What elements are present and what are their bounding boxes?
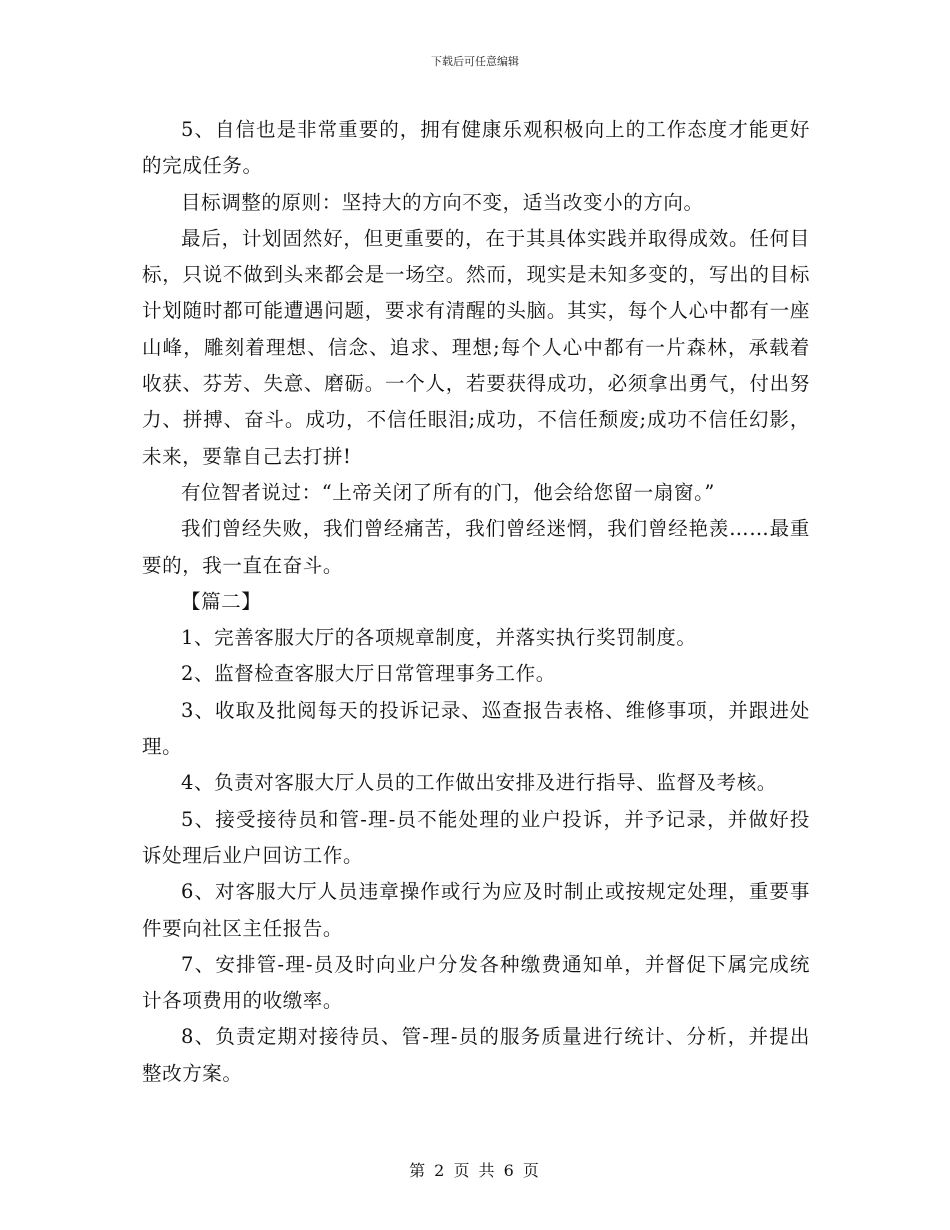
list-item: 4、负责对客服大厅人员的工作做出安排及进行指导、监督及考核。	[181, 771, 777, 795]
document-body	[142, 112, 810, 1092]
paragraph: 5、自信也是非常重要的，拥有健康乐观积极向上的工作态度才能更好的完成任务。	[142, 118, 810, 178]
list-item: 7、安排管-理-员及时向业户分发各种缴费通知单，并督促下属完成统计各项费用的收缴率。	[142, 952, 810, 1013]
list-item: 1、完善客服大厅的各项规章制度，并落实执行奖罚制度。	[181, 626, 697, 650]
list-item: 2、监督检查客服大厅日常管理事务工作。	[181, 662, 556, 686]
page-header: 下载后可任意编辑	[431, 55, 519, 68]
list-item: 8、负责定期对接待员、管-理-员的服务质量进行统计、分析，并提出整改方案。	[142, 1025, 810, 1085]
paragraph: 有位智者说过：“上帝关闭了所有的门，他会给您留一扇窗。”	[181, 480, 715, 504]
page-number-footer: 第 2 页 共 6 页	[409, 1161, 541, 1180]
paragraph: 最后，计划固然好，但更重要的，在于其具体实践并取得成效。任何目标，只说不做到头来都会是一场空。然而，现实是未知多变的，写出的目标计划随时都可能遭遇问题，要求有清醒的头脑。其实，每个人心中都有一座山峰，雕刻着理想、信念、追求、理想;每个人心中都有一片森林，承载着收获、芬芳、失意、磨砺。一个人，若要获得成功，必须拿出勇气，付出努力、拼搏、奋斗。成功，不信任眼泪;成功，不信任颓废;成功不信任幻影，未来，要靠自己去打拼!	[142, 226, 810, 468]
list-item: 5、接受接待员和管-理-员不能处理的业户投诉，并予记录，并做好投诉处理后业户回访工作。	[142, 807, 810, 867]
section-heading: 【篇二】	[181, 589, 262, 613]
paragraph: 目标调整的原则：坚持大的方向不变，适当改变小的方向。	[181, 190, 704, 214]
list-item: 6、对客服大厅人员违章操作或行为应及时制止或按规定处理，重要事件要向社区主任报告。	[142, 880, 810, 940]
paragraph: 我们曾经失败，我们曾经痛苦，我们曾经迷惘，我们曾经艳羡……最重要的，我一直在奋斗。	[142, 517, 810, 577]
list-item: 3、收取及批阅每天的投诉记录、巡查报告表格、维修事项，并跟进处理。	[142, 698, 810, 759]
